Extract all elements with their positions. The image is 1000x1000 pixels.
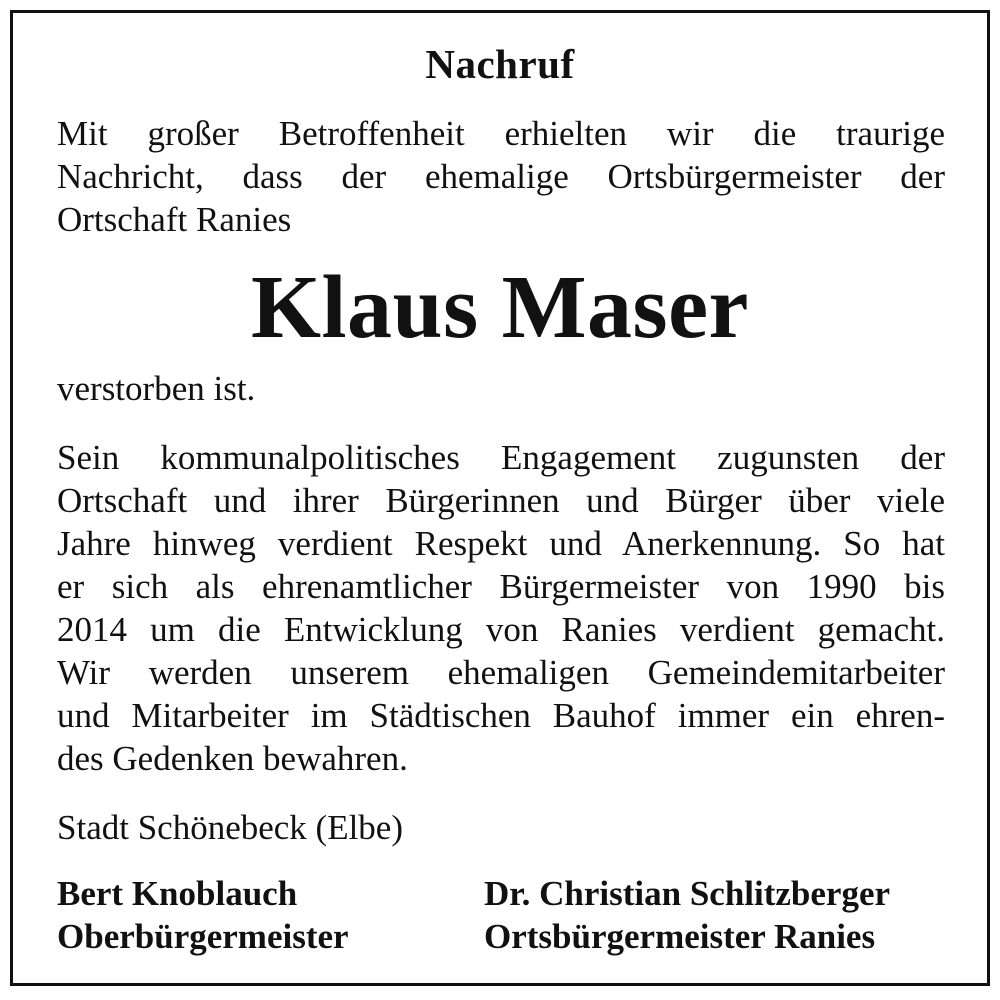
intro-paragraph [57,112,945,241]
body-line: und Mitarbeiter im Städtischen Bauhof immer ein ehren- [57,696,945,735]
body-line: 2014 um die Entwicklung von Ranies verdient gemacht. [57,610,945,649]
city-name: Stadt Schönebeck (Elbe) [57,808,404,847]
intro-line: Mit großer Betroffenheit erhielten wir die traurige [57,114,945,153]
signatory-right [484,872,890,958]
body-line: Wir werden unserem ehemaligen Gemeindemitarbeiter [57,653,945,692]
body-line: des Gedenken bewahren. [57,739,408,778]
intro-line: Ortschaft Ranies [57,200,292,239]
signatory-left [57,872,349,958]
body-line: Sein kommunalpolitisches Engagement zugunsten der [57,438,945,477]
body-line: er sich als ehrenamtlicher Bürgermeister von 1990 bis [57,567,945,606]
body-line: Ortschaft und ihrer Bürgerinnen und Bürger über viele [57,481,945,520]
after-name-text: verstorben ist. [57,369,256,408]
body-paragraph [57,436,945,780]
signatory-name: Dr. Christian Schlitzberger [484,874,891,913]
intro-line: Nachricht, dass der ehemalige Ortsbürgermeister der [57,157,945,196]
signatory-role: Oberbürgermeister [57,917,349,956]
signatory-name: Bert Knoblauch [57,874,298,913]
notice-title: Nachruf [425,41,575,87]
body-line: Jahre hinweg verdient Respekt und Anerkennung. So hat [57,524,945,563]
signatory-role: Ortsbürgermeister Ranies [484,917,876,956]
deceased-name: Klaus Maser [251,258,749,357]
